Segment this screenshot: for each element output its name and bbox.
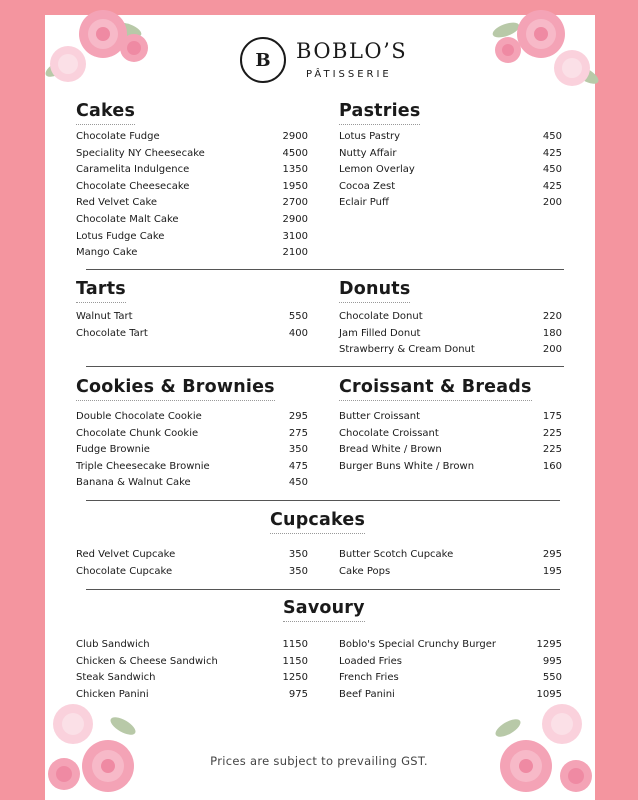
menu-item-price: 425 [542, 180, 562, 192]
menu-item-name: Speciality NY Cheesecake [76, 147, 205, 159]
menu-item-price: 995 [542, 655, 562, 667]
menu-item-name: Butter Croissant [339, 411, 421, 422]
savoury-right-list [339, 637, 562, 703]
menu-item-price: 1950 [282, 180, 308, 192]
menu-item-name: Jam Filled Donut [339, 327, 421, 339]
menu-item-price: 295 [288, 411, 308, 422]
section-title-cupcakes: Cupcakes [270, 510, 365, 534]
menu-item [339, 309, 562, 326]
menu-item-name: Burger Buns White / Brown [339, 460, 475, 472]
menu-item-name: Lemon Overlay [339, 164, 415, 176]
menu-item-price: 1350 [282, 164, 308, 176]
rose-decoration-icon [486, 0, 606, 100]
menu-item [76, 195, 308, 212]
menu-item [339, 564, 562, 581]
section-title-tarts: Tarts [76, 279, 126, 303]
menu-item-price: 450 [288, 477, 308, 489]
menu-item-price: 425 [542, 147, 562, 159]
menu-item [339, 146, 562, 163]
divider [86, 366, 564, 367]
menu-item-price: 2900 [282, 213, 308, 225]
menu-item-name: Walnut Tart [76, 311, 133, 322]
section-title-croissant-breads: Croissant & Breads [339, 377, 532, 401]
menu-item [339, 342, 562, 359]
pastries-list [339, 129, 562, 212]
menu-item-price: 2900 [282, 131, 308, 142]
menu-item-price: 2100 [282, 247, 308, 259]
section-title-cookies-brownies: Cookies & Brownies [76, 377, 275, 401]
menu-item-name: Loaded Fries [339, 655, 402, 667]
menu-item [339, 654, 562, 671]
menu-item-price: 180 [542, 327, 562, 339]
menu-item [76, 654, 308, 671]
menu-item-name: Lotus Pastry [339, 131, 401, 142]
menu-item [339, 162, 562, 179]
menu-item [76, 409, 308, 426]
menu-item-price: 3100 [282, 230, 308, 242]
section-title-pastries: Pastries [339, 101, 420, 125]
menu-item-price: 475 [288, 460, 308, 472]
rose-decoration-icon [28, 696, 148, 800]
menu-item-price: 350 [288, 565, 308, 577]
divider [86, 269, 564, 270]
brand-name: BOBLO’S [296, 39, 408, 63]
menu-item [339, 195, 562, 212]
menu-item-name: Red Velvet Cake [76, 197, 158, 209]
menu-item [76, 670, 308, 687]
menu-item-price: 400 [288, 327, 308, 339]
menu-item-name: Chicken & Cheese Sandwich [76, 655, 218, 667]
menu-item [339, 687, 562, 704]
menu-item [76, 229, 308, 246]
rose-decoration-icon [486, 696, 606, 800]
menu-item-name: Steak Sandwich [76, 672, 156, 684]
menu-item-price: 1250 [282, 672, 308, 684]
menu-item-name: Club Sandwich [76, 639, 150, 650]
menu-item-name: Double Chocolate Cookie [76, 411, 202, 422]
menu-item-price: 450 [542, 164, 562, 176]
menu-item [76, 146, 308, 163]
cookies-list [76, 409, 308, 492]
menu-item-name: Chocolate Cheesecake [76, 180, 190, 192]
menu-item [76, 687, 308, 704]
menu-item-name: Chocolate Fudge [76, 131, 160, 142]
menu-item-name: Banana & Walnut Cake [76, 477, 191, 489]
menu-item-price: 350 [288, 549, 308, 560]
menu-item [76, 162, 308, 179]
menu-item [76, 212, 308, 229]
menu-item-price: 225 [542, 444, 562, 456]
menu-item [339, 129, 562, 146]
menu-item-price: 160 [542, 460, 562, 472]
croissant-list [339, 409, 562, 475]
menu-item-name: Boblo's Special Crunchy Burger [339, 639, 497, 650]
menu-item [339, 637, 562, 654]
menu-item-price: 195 [542, 565, 562, 577]
menu-item [339, 459, 562, 476]
menu-item [339, 179, 562, 196]
menu-item-price: 275 [288, 427, 308, 439]
section-title-cakes: Cakes [76, 101, 135, 125]
menu-item [339, 547, 562, 564]
menu-item [339, 409, 562, 426]
menu-item [76, 309, 308, 326]
menu-item-price: 200 [542, 197, 562, 209]
menu-item-price: 1150 [282, 655, 308, 667]
menu-item-price: 225 [542, 427, 562, 439]
menu-item-name: Chocolate Cupcake [76, 565, 173, 577]
cakes-list [76, 129, 308, 262]
menu-item-price: 295 [542, 549, 562, 560]
menu-item-price: 4500 [282, 147, 308, 159]
menu-item [76, 547, 308, 564]
donuts-list [339, 309, 562, 359]
menu-item-name: Triple Cheesecake Brownie [76, 460, 210, 472]
menu-item-price: 200 [542, 344, 562, 356]
divider [86, 500, 560, 501]
menu-item [76, 326, 308, 343]
menu-item-name: Cocoa Zest [339, 180, 396, 192]
menu-item-name: Chicken Panini [76, 688, 149, 700]
menu-item [76, 179, 308, 196]
menu-item [76, 475, 308, 492]
menu-item [76, 245, 308, 262]
menu-item [339, 426, 562, 443]
menu-item-price: 1295 [536, 639, 562, 650]
menu-item-name: Beef Panini [339, 688, 395, 700]
menu-item-price: 220 [542, 311, 562, 322]
menu-item-price: 550 [542, 672, 562, 684]
menu-item-name: Red Velvet Cupcake [76, 549, 176, 560]
menu-item-name: Chocolate Malt Cake [76, 213, 179, 225]
menu-item-name: Nutty Affair [339, 147, 397, 159]
menu-item-name: Mango Cake [76, 247, 138, 259]
menu-item [76, 637, 308, 654]
cupcakes-right-list [339, 547, 562, 580]
menu-item [339, 670, 562, 687]
menu-item-name: Eclair Puff [339, 197, 389, 209]
menu-item-name: Butter Scotch Cupcake [339, 549, 454, 560]
menu-item-price: 2700 [282, 197, 308, 209]
footer-note: Prices are subject to prevailing GST. [210, 754, 428, 768]
section-title-donuts: Donuts [339, 279, 410, 303]
menu-item-name: Chocolate Donut [339, 311, 423, 322]
menu-item [76, 426, 308, 443]
menu-item [76, 442, 308, 459]
menu-item [76, 129, 308, 146]
brand-logo [240, 37, 420, 87]
menu-item-name: Bread White / Brown [339, 444, 442, 456]
menu-item-name: Chocolate Tart [76, 327, 148, 339]
menu-item-name: Cake Pops [339, 565, 391, 577]
menu-item-price: 350 [288, 444, 308, 456]
menu-item-price: 550 [288, 311, 308, 322]
rose-decoration-icon [28, 0, 148, 100]
menu-item-price: 975 [288, 688, 308, 700]
menu-item-price: 1095 [536, 688, 562, 700]
section-title-savoury: Savoury [283, 598, 365, 622]
menu-item-name: Caramelita Indulgence [76, 164, 190, 176]
divider [86, 589, 560, 590]
savoury-left-list [76, 637, 308, 703]
brand-subtitle: PÂTISSERIE [306, 69, 392, 80]
menu-item-name: French Fries [339, 672, 399, 684]
menu-item-price: 450 [542, 131, 562, 142]
menu-item-name: Lotus Fudge Cake [76, 230, 165, 242]
menu-item-price: 1150 [282, 639, 308, 650]
menu-item [76, 564, 308, 581]
logo-mark-icon: B [240, 37, 286, 83]
menu-item-name: Chocolate Croissant [339, 427, 439, 439]
tarts-list [76, 309, 308, 342]
menu-item-name: Chocolate Chunk Cookie [76, 427, 199, 439]
menu-item [339, 442, 562, 459]
menu-item-price: 175 [542, 411, 562, 422]
menu-item-name: Fudge Brownie [76, 444, 150, 456]
cupcakes-left-list [76, 547, 308, 580]
menu-item-name: Strawberry & Cream Donut [339, 344, 475, 356]
menu-item [76, 459, 308, 476]
menu-item [339, 326, 562, 343]
